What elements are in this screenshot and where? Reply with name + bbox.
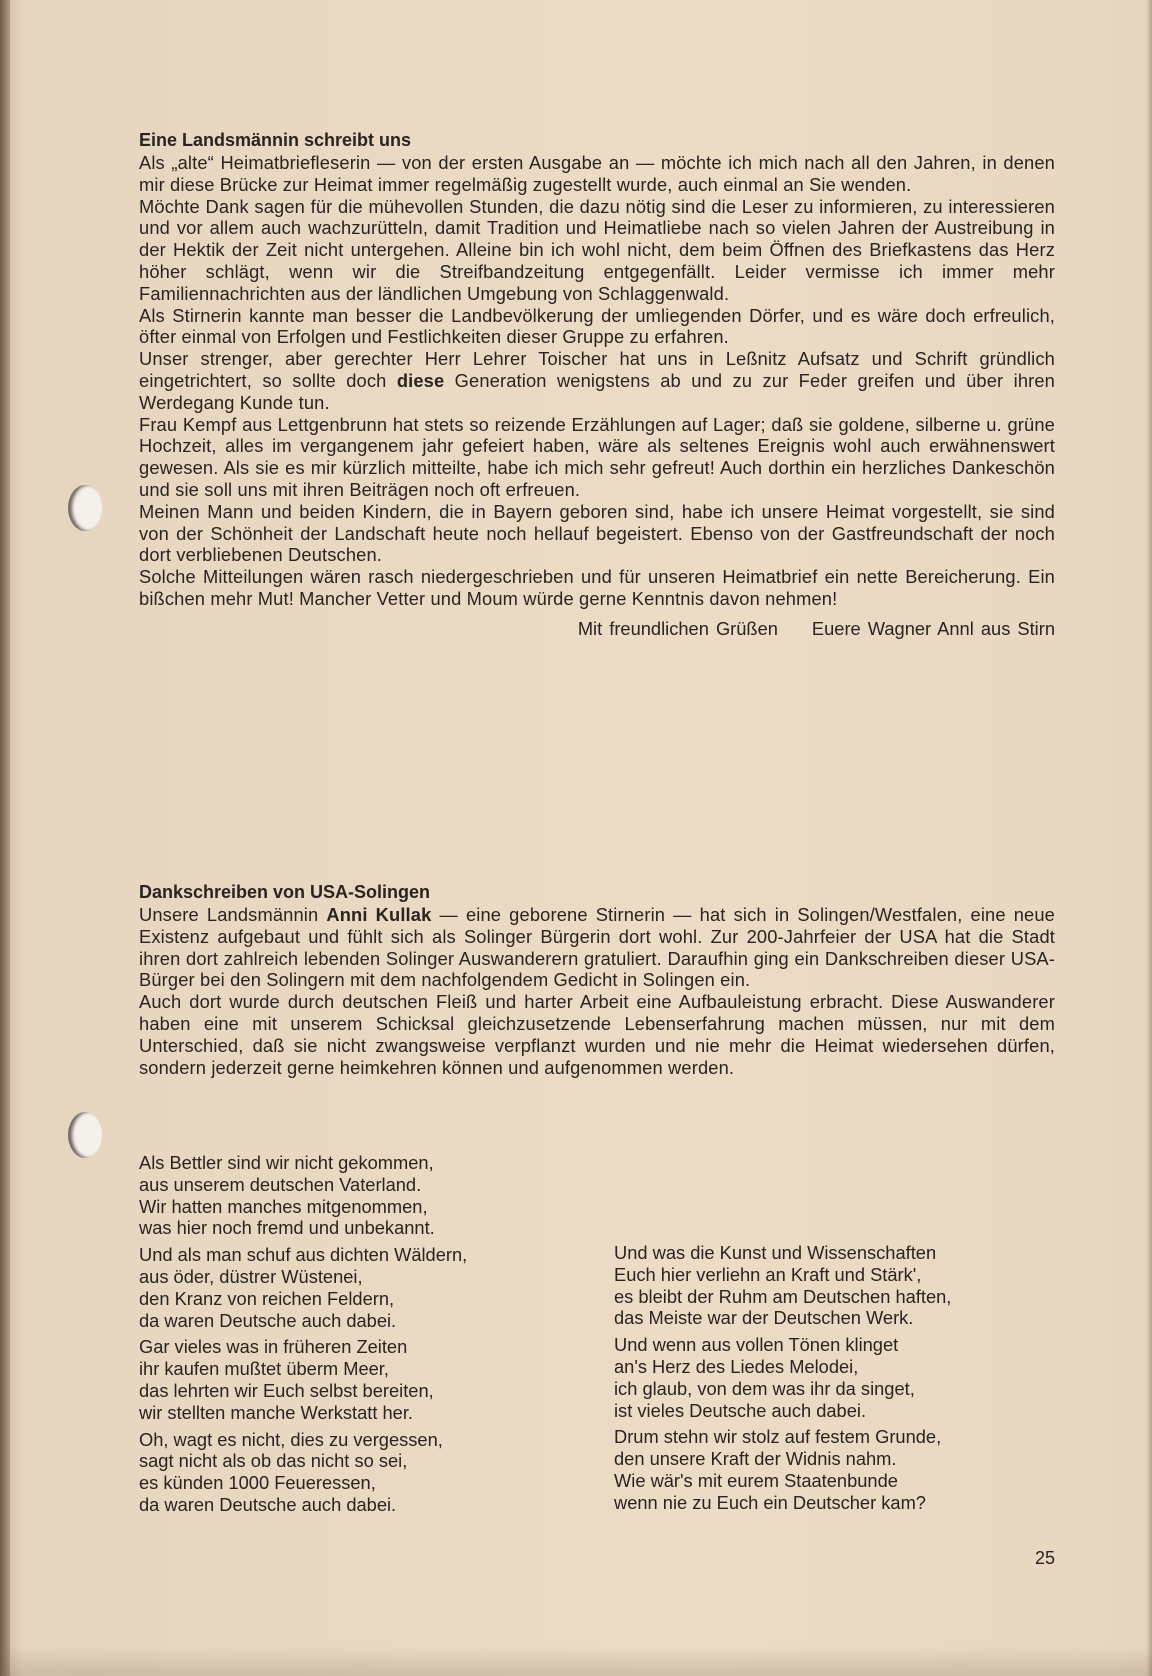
signature [139,618,1055,640]
poem-line: den unsere Kraft der Widnis nahm. [614,1448,897,1470]
poem-line: wir stellten manche Werkstatt her. [139,1401,413,1423]
paragraph [139,904,1055,991]
poem-line: wenn nie zu Euch ein Deutscher kam? [614,1491,926,1513]
poem-stanza [614,1242,951,1329]
poem-line: Gar vieles was in früheren Zeiten [139,1336,408,1358]
poem-line: da waren Deutsche auch dabei. [139,1493,397,1515]
poem-line: ist vieles Deutsche auch dabei. [614,1399,867,1421]
poem-line: Und als man schuf aus dichten Wäldern, [139,1244,468,1266]
poem-line: Wie wär's mit eurem Staatenbunde [614,1469,898,1491]
poem-line: an's Herz des Liedes Melodei, [614,1355,859,1377]
poem-stanza [614,1334,951,1421]
paragraph: Als „alte“ Heimatbriefleserin — von der ersten Ausgabe an — möchte ich mich nach all den Jahren, in denen mir diese Brücke zur Heimat immer regelmäßig zugestellt wurde, auch einmal an Sie wenden. [139,152,1055,195]
intro-text: Unsere Landsmännin [139,904,327,925]
poem-stanza [139,1244,467,1331]
poem-line: Wir hatten manches mitgenommen, [139,1195,428,1217]
article-body [139,152,1055,610]
poem-line: sagt nicht als ob das nicht so sei, [139,1450,408,1472]
intro-text: — eine geborene Stirnerin — hat sich in Solingen/Westfalen, eine neue Existenz aufgebaut und fühlt sich als Solinger Bürgerin dort wohl. Zur 200-Jahrfeier der USA hat die Stadt ihren dort zahlreich lebenden Solinger Auswanderern gratuliert. Daraufhin ging ein Dankschreiben dieser USA-Bürger bei den Solingern mit dem nachfolgendem Gedicht in Solingen ein. [139,904,1055,991]
poem-right-column [614,1242,951,1519]
poem-stanza [139,1152,467,1239]
poem-stanza [614,1426,951,1513]
person-name: Anni Kullak [326,904,432,925]
article-dankschreiben [139,880,1055,1078]
poem-line: aus öder, düstrer Wüstenei, [139,1265,363,1287]
paragraph: Möchte Dank sagen für die mühevollen Stunden, die dazu nötig sind die Leser zu informieren, zu interessieren und vor allem auch wachzurütteln, damit Tradition und Heimatliebe nach so vielen Jahren der Austreibung in der Hektik der Zeit nicht untergehen. Alleine bin ich wohl nicht, dem beim Öffnen des Briefkastens das Herz höher schlägt, wenn wir die Streifbandzeitung entgegenfällt. Leider vermisse ich immer mehr Familiennachrichten aus der ländlichen Umgebung von Schlaggenwald. [139,195,1055,304]
poem-line: es bleibt der Ruhm am Deutschen haften, [614,1285,952,1307]
poem-line: Und was die Kunst und Wissenschaften [614,1242,937,1263]
poem-line: Als Bettler sind wir nicht gekommen, [139,1152,434,1173]
paragraph: Auch dort wurde durch deutschen Fleiß und harter Arbeit eine Aufbauleistung erbracht. Diese Auswanderer haben eine mit unserem Schicksal gleichzusetzende Lebenserfahrung machen müssen, nur mit dem Unterschied, daß sie nicht zwangsweise verpflanzt wurden und nie mehr die Heimat wiedersehen dürfen, sondern jederzeit gerne heimkehren können und aufgenommen werden. [139,991,1055,1078]
signature-name: Euere Wagner Annl aus Stirn [811,617,1055,639]
poem-stanza [139,1336,467,1423]
paragraph: Frau Kempf aus Lettgenbrunn hat stets so reizende Erzählungen auf Lager; daß sie goldene, silberne u. grüne Hochzeit, alles im vergangenem jahr gefeiert haben, wäre als seltenes Ereignis wohl auch erwähnenswert gewesen. Als sie es mir kürzlich mitteilte, habe ich mich sehr gefreut! Auch dorthin ein herzliches Dankeschön und sie soll uns mit ihren Beiträgen noch oft erfreuen. [139,413,1055,500]
poem-line: Drum stehn wir stolz auf festem Grunde, [614,1426,942,1448]
poem-line: ihr kaufen mußtet überm Meer, [139,1358,389,1380]
paragraph: Meinen Mann und beiden Kindern, die in Bayern geboren sind, habe ich unsere Heimat vorgestellt, sie sind von der Schönheit der Landschaft heute noch hellauf begeistert. Ebenso von der Gastfreundschaft der noch dort verbliebenen Deutschen. [139,500,1055,566]
poem-line: das lehrten wir Euch selbst bereiten, [139,1379,434,1401]
poem-line: ich glaub, von dem was ihr da singet, [614,1377,915,1399]
page-number: 25 [1035,1548,1056,1568]
page-bottom-shadow [0,1646,1152,1676]
poem-line: das Meiste war der Deutschen Werk. [614,1307,914,1329]
paragraph: Solche Mitteilungen wären rasch niedergeschrieben und für unseren Heimatbrief ein nette Bereicherung. Ein bißchen mehr Mut! Mancher Vetter und Moum würde gerne Kenntnis davon nehmen! [139,566,1055,609]
emphasis: diese [396,369,445,391]
article-heading: Dankschreiben von USA-Solingen [139,882,431,902]
poem-line: aus unserem deutschen Vaterland. [139,1173,422,1195]
poem-line: Euch hier verliehn an Kraft und Stärk', [614,1263,922,1285]
poem-line: da waren Deutsche auch dabei. [139,1309,397,1331]
poem-line: es künden 1000 Feueressen, [139,1472,376,1494]
poem-line: Oh, wagt es nicht, dies zu vergessen, [139,1428,443,1450]
signature-greeting: Mit freundlichen Grüßen [577,617,778,639]
paragraph: Unser strenger, aber gerechter Herr Lehrer Toischer hat uns in Leßnitz Aufsatz und Schrift gründlich eingetrichtert, so sollte doch diese Generation wenigstens ab und zu zur Feder greifen und über ihren Werdegang Kunde tun. [139,348,1056,413]
punch-hole [68,485,102,531]
binding-edge [0,0,10,1676]
poem-line: den Kranz von reichen Feldern, [139,1287,395,1309]
page-edge [1146,0,1152,1676]
article-heading: Eine Landsmännin schreibt uns [139,130,412,150]
poem-line: Und wenn aus vollen Tönen klinget [614,1334,899,1356]
poem-stanza [139,1429,467,1516]
punch-hole [68,1112,102,1158]
poem-left-column [139,1152,467,1521]
article-body [139,904,1055,1078]
poem-line: was hier noch fremd und unbekannt. [139,1217,435,1239]
article-landsmaennin [139,128,1055,640]
paragraph: Als Stirnerin kannte man besser die Landbevölkerung der umliegenden Dörfer, und es wäre doch erfreulich, öfter einmal von Erfolgen und Festlichkeiten dieser Gruppe zu erfahren. [139,304,1055,348]
